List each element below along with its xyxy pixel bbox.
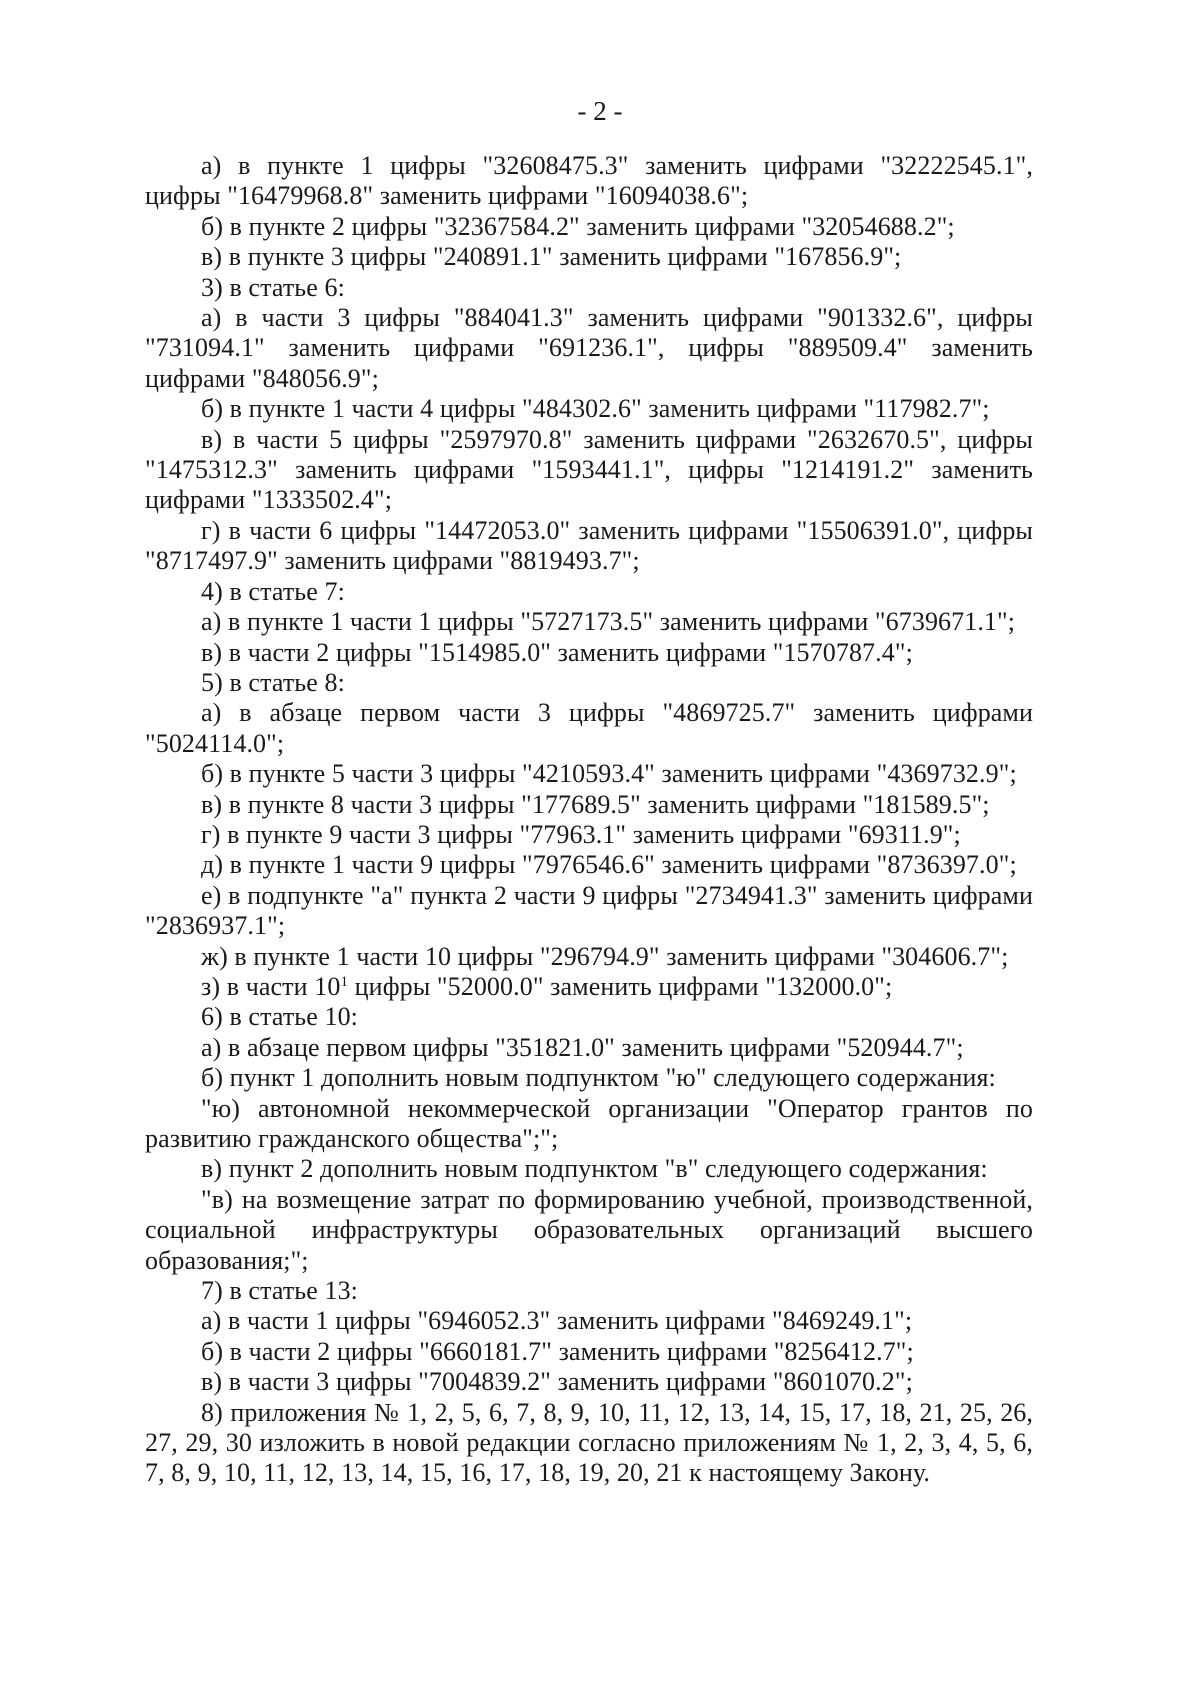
paragraph-6b-quote: "ю) автономной некоммерческой организации "Оператор грантов по развитию гражданского общества";"; (145, 1093, 1033, 1153)
paragraph-6-heading: 6) в статье 10: (201, 1002, 359, 1032)
paragraph-5zh: ж) в пункте 1 части 10 цифры "296794.9" заменить цифрами "304606.7"; (201, 941, 1009, 971)
paragraph-2v: в) в пункте 3 цифры "240891.1" заменить цифрами "167856.9"; (201, 242, 902, 272)
paragraph-3g: г) в части 6 цифры "14472053.0" заменить цифрами "15506391.0", цифры "8717497.9" заменить цифрами "8819493.7"; (145, 515, 1033, 576)
paragraph-5-heading: 5) в статье 8: (201, 667, 345, 697)
document-body (145, 151, 1033, 1489)
paragraph-6v-quote: "в) на возмещение затрат по формированию учебной, производственной, социальной инфраструктуры образовательных организаций высшего образования;"; (145, 1184, 1033, 1275)
paragraph-5e: е) в подпункте "а" пункта 2 части 9 цифры "2734941.3" заменить цифрами "2836937.1"; (145, 880, 1033, 941)
paragraph-3-heading: 3) в статье 6: (201, 272, 345, 302)
paragraph-8: 8) приложения № 1, 2, 5, 6, 7, 8, 9, 10, 11, 12, 13, 14, 15, 17, 18, 21, 25, 26, 27, 29, 30 изложить в новой редакции согласно приложениям № 1, 2, 3, 4, 5, 6, 7, 8, 9, 10, 11, 12, 13, 14, 15, 16, 17, 18, 19, 20, 21 к настоящему Закону. (145, 1397, 1033, 1488)
paragraph-7a: а) в части 1 цифры "6946052.3" заменить цифрами "8469249.1"; (201, 1306, 913, 1336)
paragraph-7-heading: 7) в статье 13: (201, 1276, 359, 1306)
paragraph-7b: б) в части 2 цифры "6660181.7" заменить цифрами "8256412.7"; (201, 1336, 914, 1366)
paragraph-5a: а) в абзаце первом части 3 цифры "4869725.7" заменить цифрами "5024114.0"; (145, 698, 1033, 758)
paragraph-6v: в) пункт 2 дополнить новым подпунктом "в" следующего содержания: (201, 1154, 988, 1184)
paragraph-4a: а) в пункте 1 части 1 цифры "5727173.5" заменить цифрами "6739671.1"; (201, 607, 1016, 637)
paragraph-6b: б) пункт 1 дополнить новым подпунктом "ю" следующего содержания: (201, 1063, 996, 1093)
paragraph-5d: д) в пункте 1 части 9 цифры "7976546.6" заменить цифрами "8736397.0"; (201, 850, 1017, 880)
paragraph-5z-after: цифры "52000.0" заменить цифрами "132000.0"; (348, 971, 893, 1001)
paragraph-5b: б) в пункте 5 части 3 цифры "4210593.4" заменить цифрами "4369732.9"; (201, 759, 1017, 789)
paragraph-5v: в) в пункте 8 части 3 цифры "177689.5" заменить цифрами "181589.5"; (201, 789, 990, 819)
paragraph-4-heading: 4) в статье 7: (201, 576, 345, 606)
paragraph-2b: б) в пункте 2 цифры "32367584.2" заменить цифрами "32054688.2"; (201, 211, 955, 241)
page-number: - 2 - (577, 96, 623, 126)
paragraph-5z (145, 972, 1033, 1002)
paragraph-4v: в) в части 2 цифры "1514985.0" заменить цифрами "1570787.4"; (201, 637, 913, 667)
paragraph-7v: в) в части 3 цифры "7004839.2" заменить цифрами "8601070.2"; (201, 1367, 913, 1397)
paragraph-5z-superscript: 1 (340, 973, 349, 990)
paragraph-2a: а) в пункте 1 цифры "32608475.3" заменить цифрами "32222545.1", цифры "16479968.8" заменить цифрами "16094038.6"; (145, 151, 1033, 211)
paragraph-6a: а) в абзаце первом цифры "351821.0" заменить цифрами "520944.7"; (201, 1032, 964, 1062)
paragraph-5g: г) в пункте 9 части 3 цифры "77963.1" заменить цифрами "69311.9"; (201, 819, 961, 849)
paragraph-5z-before: з) в части 10 (201, 971, 341, 1001)
paragraph-3a: а) в части 3 цифры "884041.3" заменить цифрами "901332.6", цифры "731094.1" заменить цифрами "691236.1", цифры "889509.4" заменить цифрами "848056.9"; (145, 303, 1033, 393)
paragraph-3b: б) в пункте 1 части 4 цифры "484302.6" заменить цифрами "117982.7"; (201, 394, 990, 424)
paragraph-3v: в) в части 5 цифры "2597970.8" заменить цифрами "2632670.5", цифры "1475312.3" заменить цифрами "1593441.1", цифры "1214191.2" заменить цифрами "1333502.4"; (145, 424, 1033, 515)
